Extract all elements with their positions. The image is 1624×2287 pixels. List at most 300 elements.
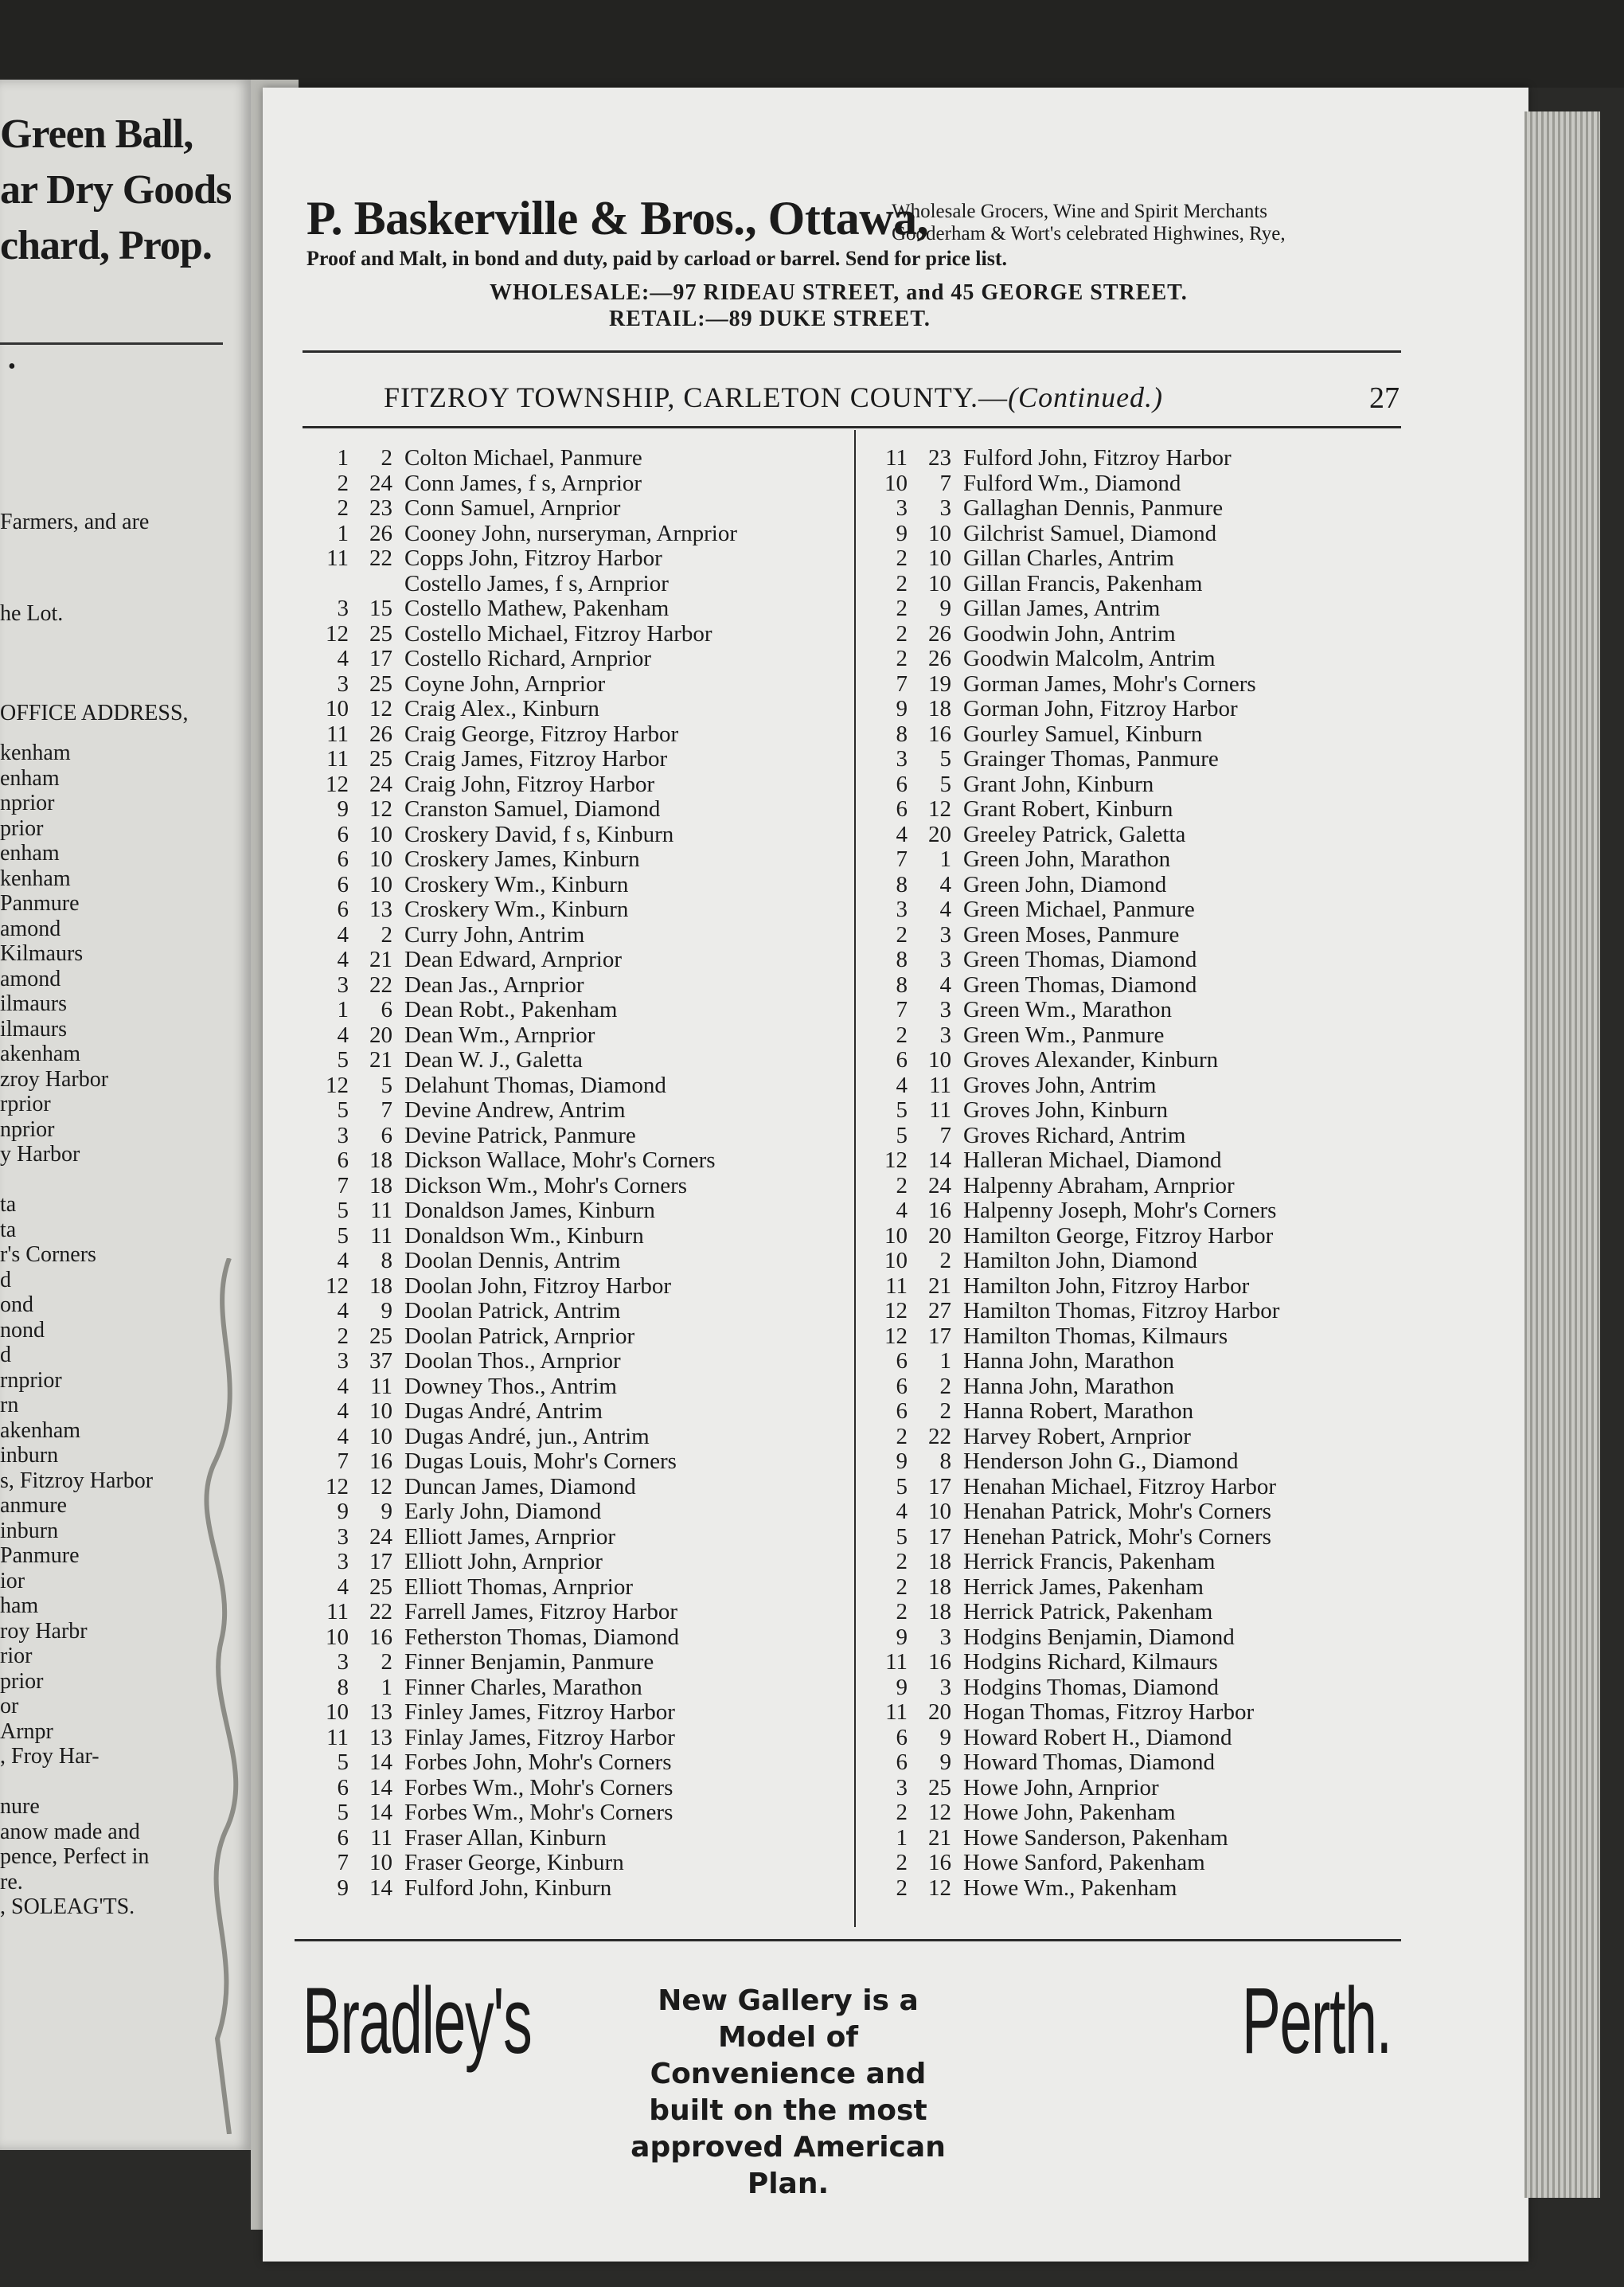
- directory-entry: [876, 1700, 1513, 1726]
- left-page-text-fragment: •: [8, 354, 16, 379]
- directory-entry: [317, 546, 890, 572]
- directory-entry: [317, 1826, 890, 1851]
- resident-name-and-address: Dean Edward, Arnprior: [404, 947, 622, 972]
- lot-number: 10: [928, 1047, 951, 1073]
- left-page-text-fragment: r's Corners: [0, 1242, 96, 1267]
- directory-entry: [876, 948, 1513, 973]
- lot-number: 4: [939, 897, 951, 922]
- resident-name-and-address: Hodgins Benjamin, Diamond: [963, 1624, 1235, 1650]
- concession-number: 2: [896, 1800, 908, 1825]
- directory-entry: [317, 596, 890, 622]
- directory-entry: [876, 1525, 1513, 1550]
- left-page-text-fragment: akenham: [0, 1417, 81, 1443]
- resident-name-and-address: Devine Patrick, Panmure: [404, 1122, 636, 1148]
- lot-number: 20: [928, 1699, 951, 1725]
- directory-entry: [876, 1575, 1513, 1601]
- left-page-text-fragment: s, Fitzroy Harbor: [0, 1468, 154, 1493]
- directory-entry: [317, 1750, 890, 1776]
- ad-wholesale-line: WHOLESALE:—97 RIDEAU STREET, and 45 GEORGE STREET.: [490, 280, 1188, 305]
- concession-number: 4: [337, 1298, 349, 1323]
- resident-name-and-address: Dugas Louis, Mohr's Corners: [404, 1448, 677, 1474]
- directory-entry: [317, 797, 890, 823]
- directory-entry: [317, 1124, 890, 1149]
- resident-name-and-address: Craig James, Fitzroy Harbor: [404, 746, 668, 772]
- resident-name-and-address: Herrick Francis, Pakenham: [963, 1549, 1216, 1574]
- lot-number: 12: [369, 1473, 392, 1499]
- lot-number: 10: [928, 570, 951, 596]
- resident-name-and-address: Fulford Wm., Diamond: [963, 470, 1181, 496]
- directory-entry: [876, 1274, 1513, 1300]
- lot-number: 12: [928, 1800, 951, 1825]
- concession-number: 4: [337, 1248, 349, 1273]
- directory-entry: [876, 1675, 1513, 1701]
- concession-number: 3: [337, 971, 349, 998]
- lot-number: 10: [369, 846, 392, 872]
- left-page-text-fragment: ilmaurs: [0, 1016, 67, 1042]
- directory-entry: [876, 1499, 1513, 1525]
- page-number: 27: [1369, 381, 1400, 415]
- resident-name-and-address: Henehan Patrick, Mohr's Corners: [963, 1523, 1271, 1550]
- resident-name-and-address: Conn Samuel, Arnprior: [404, 495, 621, 521]
- directory-entry: [317, 948, 890, 973]
- directory-entry: [876, 471, 1513, 497]
- directory-entry: [317, 1726, 890, 1751]
- resident-name-and-address: Copps John, Fitzroy Harbor: [404, 545, 662, 571]
- resident-name-and-address: Green Wm., Panmure: [963, 1022, 1165, 1048]
- resident-name-and-address: Dugas André, jun., Antrim: [404, 1423, 650, 1449]
- directory-entry: [876, 897, 1513, 923]
- concession-number: 11: [326, 1599, 349, 1624]
- resident-name-and-address: Elliott John, Arnprior: [404, 1549, 603, 1574]
- lot-number: 11: [929, 1097, 951, 1123]
- resident-name-and-address: Hodgins Richard, Kilmaurs: [963, 1649, 1218, 1675]
- lot-number: 25: [369, 1574, 392, 1600]
- directory-entry: [876, 522, 1513, 547]
- ad-retail-line: RETAIL:—89 DUKE STREET.: [609, 307, 931, 331]
- lot-number: 22: [369, 1599, 392, 1624]
- left-page-text-fragment: inburn: [0, 1443, 59, 1468]
- concession-number: 7: [896, 846, 908, 872]
- directory-entry: [876, 1425, 1513, 1450]
- left-page-text-fragment: ilmaurs: [0, 991, 67, 1016]
- resident-name-and-address: Henahan Patrick, Mohr's Corners: [963, 1499, 1271, 1524]
- resident-name-and-address: Howard Robert H., Diamond: [963, 1724, 1232, 1750]
- directory-entry: [317, 1224, 890, 1249]
- resident-name-and-address: Gourley Samuel, Kinburn: [963, 721, 1203, 747]
- directory-entry: [876, 1249, 1513, 1274]
- concession-number: 10: [884, 470, 908, 496]
- lot-number: 14: [369, 1875, 392, 1901]
- concession-number: 5: [337, 1047, 349, 1073]
- left-page-text-fragment: kenham: [0, 741, 71, 765]
- lot-number: 22: [369, 545, 392, 571]
- resident-name-and-address: Henderson John G., Diamond: [963, 1448, 1239, 1474]
- resident-name-and-address: Croskery Wm., Kinburn: [404, 871, 629, 897]
- concession-number: 2: [896, 570, 908, 596]
- left-page-text-fragment: inburn: [0, 1518, 59, 1543]
- lot-number: 10: [369, 1398, 392, 1424]
- left-page-text-fragment: , SOLEAG'TS.: [0, 1894, 135, 1919]
- lot-number: 2: [939, 1373, 951, 1399]
- directory-entry: [317, 446, 890, 471]
- resident-name-and-address: Goodwin Malcolm, Antrim: [963, 646, 1216, 671]
- directory-entry: [317, 1575, 890, 1601]
- concession-number: 4: [337, 947, 349, 972]
- directory-entry: [317, 998, 890, 1023]
- resident-name-and-address: Howe John, Pakenham: [963, 1800, 1176, 1825]
- page-title: FITZROY TOWNSHIP, CARLETON COUNTY.—: [384, 381, 1009, 413]
- concession-number: 6: [337, 1774, 349, 1800]
- directory-entry: [876, 847, 1513, 873]
- concession-number: 7: [337, 1448, 349, 1474]
- directory-entry: [876, 1399, 1513, 1425]
- left-page-text-fragment: re.: [0, 1869, 23, 1894]
- left-page-text-fragment: or: [0, 1694, 19, 1718]
- directory-page: [263, 88, 1528, 2262]
- lot-number: 16: [928, 1198, 951, 1223]
- directory-entry: [317, 772, 890, 798]
- footer-rule: [295, 1939, 1401, 1941]
- resident-name-and-address: Hamilton John, Fitzroy Harbor: [963, 1273, 1250, 1299]
- resident-name-and-address: Doolan Patrick, Arnprior: [404, 1323, 635, 1349]
- concession-number: 6: [337, 821, 349, 847]
- resident-name-and-address: Gorman James, Mohr's Corners: [963, 670, 1256, 697]
- lot-number: 2: [939, 1398, 951, 1424]
- lot-number: 11: [929, 1072, 951, 1098]
- directory-entry: [317, 873, 890, 898]
- bottom-advertisement: [303, 1967, 1528, 2200]
- directory-entry: [876, 1073, 1513, 1099]
- directory-entry: [317, 672, 890, 698]
- directory-entry: [876, 572, 1513, 597]
- lot-number: 19: [928, 670, 951, 697]
- left-page-text-fragment: nprior: [0, 791, 55, 815]
- concession-number: 11: [326, 545, 349, 571]
- bradleys-logo-text: Bradley's: [303, 1968, 532, 2074]
- resident-name-and-address: Craig George, Fitzroy Harbor: [404, 721, 679, 747]
- concession-number: 12: [884, 1323, 908, 1349]
- perth-text: Perth.: [1242, 1968, 1392, 2074]
- lot-number: 6: [381, 997, 392, 1022]
- resident-name-and-address: Gillan Francis, Pakenham: [963, 570, 1203, 596]
- concession-number: 2: [896, 1423, 908, 1449]
- resident-name-and-address: Donaldson James, Kinburn: [404, 1198, 655, 1223]
- concession-number: 11: [885, 1273, 908, 1299]
- left-page-text-fragment: ta: [0, 1217, 17, 1242]
- concession-number: 10: [326, 696, 349, 721]
- concession-number: 12: [326, 771, 349, 797]
- directory-entry: [876, 496, 1513, 522]
- directory-entry: [876, 1148, 1513, 1174]
- lot-number: 11: [370, 1198, 392, 1223]
- resident-name-and-address: Croskery James, Kinburn: [404, 846, 640, 872]
- lot-number: 11: [370, 1824, 392, 1851]
- resident-name-and-address: Green Wm., Marathon: [963, 997, 1172, 1022]
- directory-entry: [317, 1675, 890, 1701]
- lot-number: 10: [928, 1499, 951, 1524]
- directory-column-right: [876, 446, 1513, 1901]
- resident-name-and-address: Fulford John, Kinburn: [404, 1875, 612, 1901]
- lot-number: 17: [369, 646, 392, 671]
- directory-entry: [876, 1023, 1513, 1049]
- left-page-text-fragment: , Froy Har-: [0, 1744, 100, 1769]
- lot-number: 13: [369, 1724, 392, 1750]
- header-bottom-rule: [303, 426, 1401, 428]
- concession-number: 7: [896, 997, 908, 1022]
- lot-number: 16: [928, 1850, 951, 1875]
- left-page-text-fragment: OFFICE ADDRESS,: [0, 701, 189, 725]
- left-page-text-fragment: ar Dry Goods: [0, 167, 232, 213]
- resident-name-and-address: Dickson Wallace, Mohr's Corners: [404, 1147, 716, 1173]
- resident-name-and-address: Howard Thomas, Diamond: [963, 1749, 1215, 1775]
- resident-name-and-address: Grant John, Kinburn: [963, 771, 1154, 797]
- lot-number: 21: [369, 947, 392, 972]
- lot-number: 20: [369, 1022, 392, 1048]
- directory-entry: [317, 747, 890, 772]
- directory-entry: [876, 697, 1513, 722]
- directory-entry: [317, 897, 890, 923]
- directory-entry: [876, 1048, 1513, 1073]
- resident-name-and-address: Elliott Thomas, Arnprior: [404, 1574, 634, 1600]
- lot-number: 22: [928, 1423, 951, 1449]
- directory-entry: [876, 596, 1513, 622]
- lot-number: 18: [928, 696, 951, 721]
- directory-entry: [317, 697, 890, 722]
- left-page-text-fragment: Farmers, and are: [0, 510, 150, 534]
- resident-name-and-address: Farrell James, Fitzroy Harbor: [404, 1599, 678, 1624]
- ad-side-line-1: Wholesale Grocers, Wine and Spirit Merchants: [892, 201, 1267, 222]
- lot-number: 7: [939, 470, 951, 496]
- lot-number: 18: [369, 1147, 392, 1173]
- left-page-text-fragment: akenham: [0, 1042, 81, 1066]
- directory-entry: [876, 446, 1513, 471]
- left-page-text-fragment: Green Ball,: [0, 111, 193, 157]
- lot-number: 3: [939, 1624, 951, 1650]
- concession-number: 4: [337, 1022, 349, 1048]
- lot-number: 21: [928, 1824, 951, 1851]
- header-top-rule: [303, 350, 1401, 353]
- scan-background: [0, 0, 1624, 88]
- concession-number: 4: [337, 1574, 349, 1600]
- concession-number: 4: [337, 1373, 349, 1399]
- resident-name-and-address: Groves John, Antrim: [963, 1072, 1157, 1098]
- resident-name-and-address: Green John, Diamond: [963, 871, 1167, 897]
- directory-entry: [876, 1299, 1513, 1324]
- concession-number: 5: [337, 1198, 349, 1223]
- resident-name-and-address: Green Michael, Panmure: [963, 897, 1195, 922]
- resident-name-and-address: Harvey Robert, Arnprior: [963, 1423, 1191, 1449]
- concession-number: 5: [337, 1222, 349, 1249]
- lot-number: 10: [369, 821, 392, 847]
- resident-name-and-address: Halpenny Joseph, Mohr's Corners: [963, 1198, 1277, 1223]
- directory-entry: [317, 1023, 890, 1049]
- left-page-text-fragment: rprior: [0, 1092, 51, 1116]
- resident-name-and-address: Greeley Patrick, Galetta: [963, 821, 1186, 847]
- resident-name-and-address: Devine Andrew, Antrim: [404, 1097, 626, 1123]
- resident-name-and-address: Dean Jas., Arnprior: [404, 971, 584, 998]
- directory-entry: [317, 823, 890, 848]
- directory-entry: [876, 1726, 1513, 1751]
- left-page-text-fragment: nond: [0, 1317, 45, 1343]
- resident-name-and-address: Costello Michael, Fitzroy Harbor: [404, 620, 712, 647]
- concession-number: 3: [337, 1348, 349, 1374]
- resident-name-and-address: Dean W. J., Galetta: [404, 1047, 583, 1073]
- lot-number: 21: [928, 1273, 951, 1299]
- concession-number: 6: [337, 846, 349, 872]
- concession-number: 9: [896, 520, 908, 546]
- directory-entry: [317, 647, 890, 672]
- lot-number: 37: [369, 1348, 392, 1374]
- directory-entry: [317, 471, 890, 497]
- concession-number: 5: [337, 1097, 349, 1123]
- directory-entry: [317, 1499, 890, 1525]
- lot-number: 17: [369, 1549, 392, 1574]
- directory-entry: [317, 923, 890, 948]
- lot-number: 3: [939, 1022, 951, 1048]
- lot-number: 24: [928, 1172, 951, 1198]
- resident-name-and-address: Fraser Allan, Kinburn: [404, 1824, 607, 1851]
- directory-entry: [317, 722, 890, 748]
- directory-entry: [876, 1098, 1513, 1124]
- directory-entry: [317, 1349, 890, 1374]
- concession-number: 9: [896, 1448, 908, 1474]
- directory-entry: [317, 1098, 890, 1124]
- lot-number: 4: [939, 871, 951, 897]
- directory-entry: [317, 1851, 890, 1876]
- directory-entry: [317, 1148, 890, 1174]
- resident-name-and-address: Downey Thos., Antrim: [404, 1373, 617, 1399]
- directory-entry: [876, 1876, 1513, 1902]
- left-page-text-fragment: ham: [0, 1593, 39, 1618]
- lot-number: 13: [369, 1699, 392, 1725]
- resident-name-and-address: Forbes Wm., Mohr's Corners: [404, 1800, 673, 1825]
- directory-entry: [876, 923, 1513, 948]
- left-page-text-fragment: pence, Perfect in: [0, 1844, 150, 1869]
- left-page-text-fragment: anow made and: [0, 1819, 140, 1844]
- concession-number: 3: [896, 1774, 908, 1800]
- resident-name-and-address: Hanna John, Marathon: [963, 1348, 1174, 1374]
- left-page-text-fragment: anmure: [0, 1493, 67, 1518]
- concession-number: 3: [337, 1523, 349, 1550]
- resident-name-and-address: Dugas André, Antrim: [404, 1398, 603, 1424]
- torn-page-edge: [182, 1258, 277, 2134]
- ad-proof-line: Proof and Malt, in bond and duty, paid by carload or barrel. Send for price list.: [306, 247, 1008, 270]
- directory-entry: [317, 1625, 890, 1651]
- concession-number: 10: [326, 1699, 349, 1725]
- directory-column-left: [317, 446, 890, 1901]
- lot-number: 21: [369, 1047, 392, 1073]
- resident-name-and-address: Fraser George, Kinburn: [404, 1850, 624, 1875]
- lot-number: 18: [369, 1172, 392, 1198]
- resident-name-and-address: Green Thomas, Diamond: [963, 971, 1197, 998]
- lot-number: 8: [381, 1248, 392, 1273]
- lot-number: 7: [939, 1122, 951, 1148]
- directory-entry: [876, 998, 1513, 1023]
- left-page-text-fragment: y Harbor: [0, 1142, 80, 1167]
- resident-name-and-address: Groves Richard, Antrim: [963, 1122, 1186, 1148]
- lot-number: 12: [369, 696, 392, 721]
- ad-side-line-2: Gooderham & Wort's celebrated Highwines, Rye,: [892, 223, 1286, 244]
- concession-number: 2: [896, 1172, 908, 1198]
- lot-number: 10: [928, 520, 951, 546]
- lot-number: 3: [939, 947, 951, 972]
- directory-entry: [876, 1826, 1513, 1851]
- directory-entry: [317, 522, 890, 547]
- left-page-text-fragment: amond: [0, 916, 61, 941]
- lot-number: 25: [928, 1774, 951, 1800]
- directory-entry: [876, 1349, 1513, 1374]
- lot-number: 23: [369, 495, 392, 521]
- concession-number: 10: [326, 1624, 349, 1650]
- left-page-text-fragment: Kilmaurs: [0, 941, 84, 966]
- concession-number: 6: [896, 1724, 908, 1750]
- lot-number: 26: [928, 646, 951, 671]
- lot-number: 1: [939, 1348, 951, 1374]
- left-page-rule: [0, 342, 223, 345]
- left-page-text-fragment: enham: [0, 841, 60, 866]
- resident-name-and-address: Howe Sanford, Pakenham: [963, 1850, 1205, 1875]
- directory-entry: [317, 1475, 890, 1500]
- concession-number: 8: [896, 721, 908, 747]
- resident-name-and-address: Duncan James, Diamond: [404, 1473, 636, 1499]
- directory-entry: [876, 1449, 1513, 1475]
- resident-name-and-address: Finlay James, Fitzroy Harbor: [404, 1724, 675, 1750]
- left-page-text-fragment: enham: [0, 765, 60, 791]
- directory-entry: [317, 1776, 890, 1801]
- resident-name-and-address: Green Thomas, Diamond: [963, 947, 1197, 972]
- lot-number: 2: [939, 1248, 951, 1273]
- gallery-tagline: New Gallery is a Model of Convenience and built on the most approved American Plan.: [630, 1984, 946, 2200]
- lot-number: 5: [939, 771, 951, 797]
- concession-number: 4: [337, 1423, 349, 1449]
- left-page-text-fragment: chard, Prop.: [0, 223, 212, 268]
- concession-number: 4: [896, 1072, 908, 1098]
- lot-number: 12: [369, 796, 392, 822]
- concession-number: 6: [896, 1749, 908, 1775]
- lot-number: 10: [928, 545, 951, 571]
- resident-name-and-address: Forbes John, Mohr's Corners: [404, 1749, 672, 1775]
- lot-number: 3: [939, 921, 951, 948]
- left-page-text-fragment: zroy Harbor: [0, 1066, 109, 1092]
- lot-number: 1: [939, 846, 951, 872]
- left-page-text-fragment: rior: [0, 1644, 33, 1668]
- left-page-text-fragment: prior: [0, 1668, 44, 1694]
- left-page-text-fragment: ta: [0, 1192, 17, 1217]
- directory-entry: [876, 747, 1513, 772]
- left-page-text-fragment: nure: [0, 1794, 40, 1819]
- resident-name-and-address: Hanna Robert, Marathon: [963, 1398, 1194, 1424]
- lot-number: 16: [928, 721, 951, 747]
- resident-name-and-address: Finner Charles, Marathon: [404, 1674, 642, 1700]
- left-page-text-fragment: Panmure: [0, 891, 80, 916]
- ad-company-name: P. Baskerville & Bros., Ottawa,: [306, 192, 929, 244]
- concession-number: 3: [337, 596, 349, 621]
- concession-number: 2: [337, 495, 349, 521]
- concession-number: 3: [337, 1649, 349, 1675]
- concession-number: 9: [896, 696, 908, 721]
- resident-name-and-address: Hamilton Thomas, Kilmaurs: [963, 1323, 1228, 1349]
- resident-name-and-address: Cranston Samuel, Diamond: [404, 796, 661, 822]
- directory-entry: [876, 1625, 1513, 1651]
- directory-entry: [876, 1198, 1513, 1224]
- resident-name-and-address: Halpenny Abraham, Arnprior: [963, 1172, 1235, 1198]
- directory-entry: [317, 1073, 890, 1099]
- lot-number: 18: [928, 1549, 951, 1574]
- concession-number: 11: [326, 721, 349, 747]
- resident-name-and-address: Costello James, f s, Arnprior: [404, 570, 669, 596]
- concession-number: 6: [896, 1348, 908, 1374]
- concession-number: 1: [337, 445, 349, 471]
